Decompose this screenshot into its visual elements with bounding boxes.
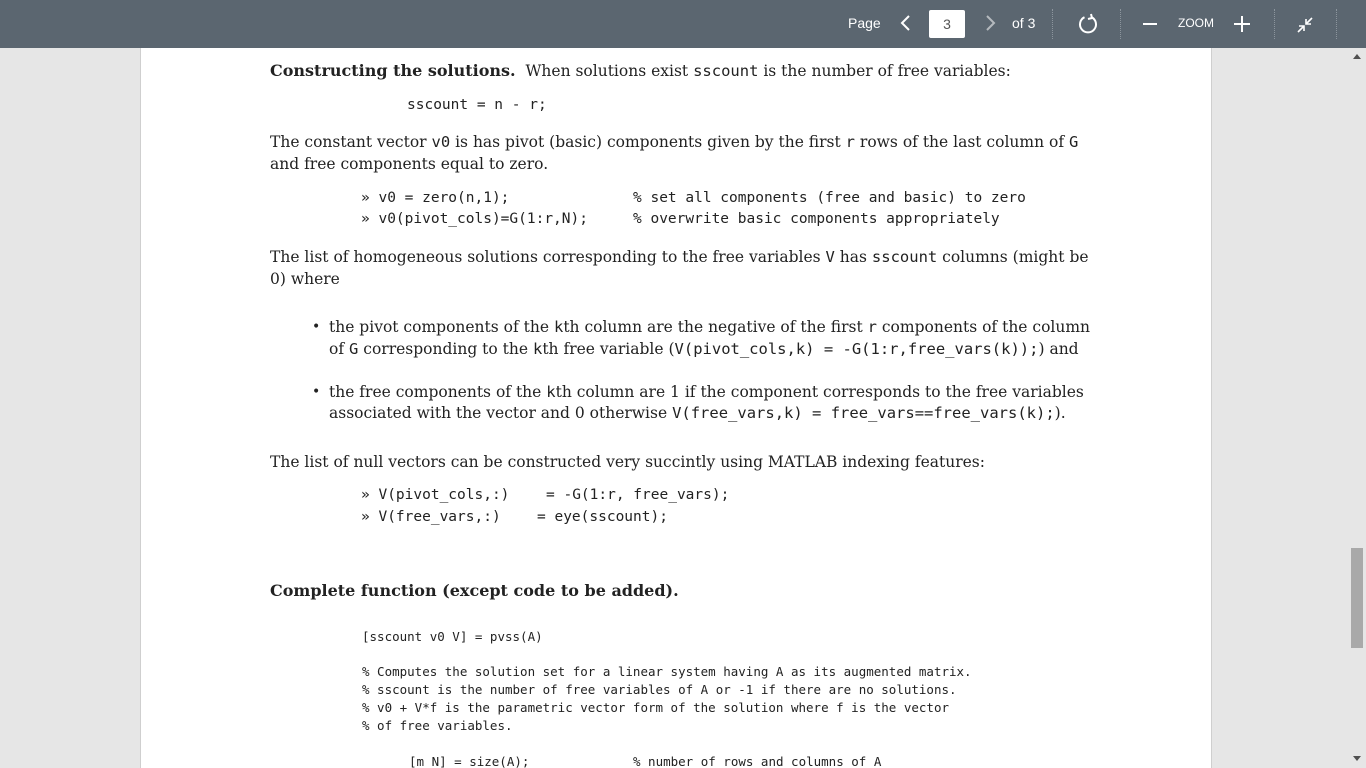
code-line: = eye(sscount);	[537, 509, 668, 525]
paragraph-line: 0) where	[270, 270, 340, 288]
code-comment: % of free variables.	[362, 718, 513, 733]
chevron-right-icon[interactable]	[982, 12, 998, 34]
code-comment: % Computes the solution set for a linear system having A as its augmented matrix.	[362, 664, 972, 679]
toolbar-divider	[1052, 9, 1053, 39]
bullet-line: of G corresponding to the kth free variable (V(pivot_cols,k) = -G(1:r,free_vars(k));) and	[329, 340, 1079, 358]
vertical-scrollbar[interactable]	[1349, 48, 1366, 768]
bullet-marker: •	[312, 384, 321, 400]
zoom-label: ZOOM	[1178, 16, 1214, 30]
document-page	[140, 48, 1212, 768]
code-comment: % sscount is the number of free variables of A or -1 if there are no solutions.	[362, 682, 957, 697]
code-comment: % number of rows and columns of A	[633, 754, 882, 768]
section-heading: Constructing the solutions.	[270, 61, 516, 80]
code-line: » V(pivot_cols,:)	[361, 487, 510, 503]
code-line: [m N] = size(A);	[409, 754, 530, 768]
pdf-toolbar	[0, 0, 1366, 48]
code-line: » v0 = zero(n,1);	[361, 190, 510, 206]
minus-icon[interactable]	[1141, 12, 1159, 36]
section-paragraph: Constructing the solutions. When solutions exist sscount is the number of free variables:	[270, 61, 1011, 80]
bullet-marker: •	[312, 319, 321, 335]
plus-icon[interactable]	[1232, 12, 1252, 36]
function-signature: [sscount v0 V] = pvss(A)	[362, 629, 543, 644]
toolbar-divider	[1120, 9, 1121, 39]
chevron-left-icon[interactable]	[898, 12, 914, 34]
code-comment: % v0 + V*f is the parametric vector form of the solution where f is the vector	[362, 700, 949, 715]
equation-sscount: sscount = n - r;	[407, 97, 547, 113]
bullet-line: the free components of the kth column are 1 if the component corresponds to the free variables	[329, 383, 1084, 401]
scroll-down-arrow-icon[interactable]	[1353, 756, 1361, 761]
page-count: of 3	[1012, 15, 1036, 31]
scrollbar-thumb[interactable]	[1351, 548, 1363, 648]
rotate-icon[interactable]	[1076, 12, 1100, 36]
paragraph-line: and free components equal to zero.	[270, 155, 549, 173]
page-number-input[interactable]	[929, 10, 965, 38]
toolbar-divider	[1336, 9, 1337, 39]
code-line: = -G(1:r, free_vars);	[546, 487, 730, 503]
bullet-line: associated with the vector and 0 otherwise V(free_vars,k) = free_vars==free_vars(k);).	[329, 404, 1066, 422]
page-label: Page	[848, 15, 881, 31]
paragraph-line: The constant vector v0 is has pivot (basic) components given by the first r rows of the last column of G	[270, 133, 1079, 151]
code-line: » v0(pivot_cols)=G(1:r,N);	[361, 211, 588, 227]
code-line: » V(free_vars,:)	[361, 509, 501, 525]
collapse-icon[interactable]	[1294, 12, 1316, 36]
scroll-up-arrow-icon[interactable]	[1353, 54, 1361, 59]
code-comment: % overwrite basic components appropriately	[633, 211, 1000, 227]
bullet-line: the pivot components of the kth column are the negative of the first r components of the column	[329, 318, 1091, 336]
paragraph-line: The list of null vectors can be constructed very succintly using MATLAB indexing features:	[270, 453, 985, 471]
code-comment: % set all components (free and basic) to zero	[633, 190, 1026, 206]
toolbar-divider	[1274, 9, 1275, 39]
paragraph-line: The list of homogeneous solutions corresponding to the free variables V has sscount columns (might be	[270, 248, 1089, 266]
section-heading: Complete function (except code to be added).	[270, 581, 679, 600]
